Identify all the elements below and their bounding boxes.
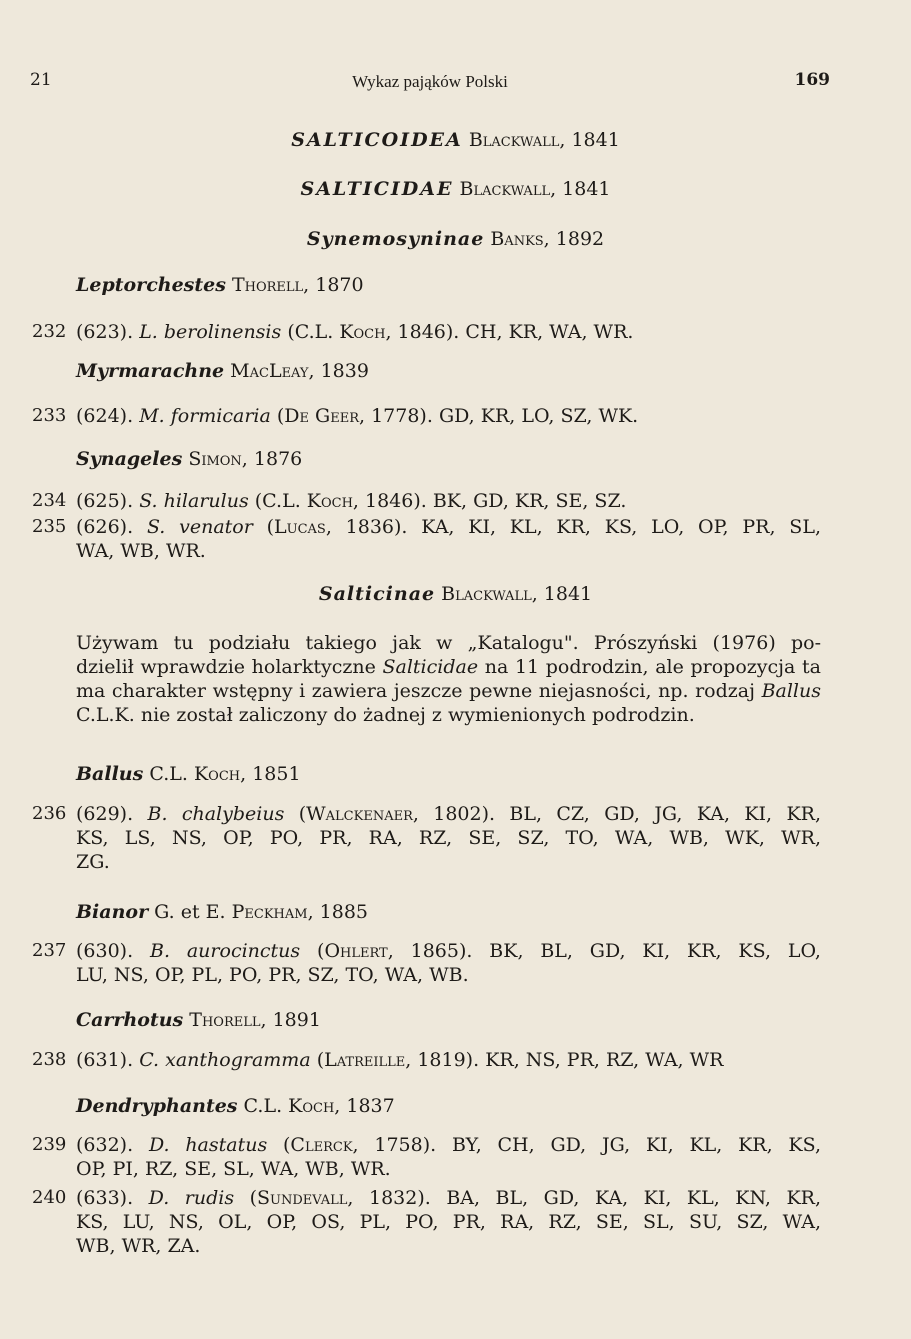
species-entry: (633). D. rudis (Sundevall, 1832). BA, BL, GD, KA, KI, KL, KN, KR, KS, LU, NS, OL, OP, OS, PL, PO, PR, RA, RZ, SE, SL, SU, SZ, WA, WB, WR, ZA.	[76, 1187, 821, 1257]
subfamily-heading: Salticinae Blackwall, 1841	[318, 583, 593, 605]
species-entry: (626). S. venator (Lucas, 1836). KA, KI, KL, KR, KS, LO, OP, PR, SL, WA, WB, WR.	[76, 516, 821, 562]
genus-heading: Dendryphantes C.L. Koch, 1837	[76, 1095, 395, 1117]
genus-heading: Myrmarachne MacLeay, 1839	[76, 360, 369, 382]
species-entry: (630). B. aurocinctus (Ohlert, 1865). BK, BL, GD, KI, KR, KS, LO, LU, NS, OP, PL, PO, PR, SZ, TO, WA, WB.	[76, 940, 821, 986]
species-entry: (623). L. berolinensis (C.L. Koch, 1846). CH, KR, WA, WR.	[76, 321, 634, 343]
superfamily-heading: SALTICOIDEA Blackwall, 1841	[291, 129, 620, 151]
genus-heading: Carrhotus Thorell, 1891	[76, 1009, 321, 1031]
species-entry: (624). M. formicaria (De Geer, 1778). GD, KR, LO, SZ, WK.	[76, 405, 639, 427]
page-number-left: 21	[30, 70, 52, 90]
entry-number: 240	[32, 1187, 67, 1208]
genus-heading: Bianor G. et E. Peckham, 1885	[76, 901, 368, 923]
entry-number: 239	[32, 1134, 67, 1155]
entry-number: 235	[32, 516, 67, 537]
genus-heading: Leptorchestes Thorell, 1870	[76, 274, 364, 296]
species-entry: (631). C. xanthogramma (Latreille, 1819). KR, NS, PR, RZ, WA, WR	[76, 1049, 724, 1071]
page-header	[30, 70, 830, 100]
entry-number: 237	[32, 940, 67, 961]
species-entry: (629). B. chalybeius (Walckenaer, 1802). BL, CZ, GD, JG, KA, KI, KR, KS, LS, NS, OP, PO, PR, RA, RZ, SE, SZ, TO, WA, WB, WK, WR, ZG.	[76, 803, 821, 873]
family-heading: SALTICIDAE Blackwall, 1841	[300, 178, 611, 200]
genus-heading: Ballus C.L. Koch, 1851	[76, 763, 301, 785]
entry-number: 234	[32, 490, 67, 511]
entry-number: 232	[32, 321, 67, 342]
genus-heading: Synageles Simon, 1876	[76, 448, 303, 470]
page-number-right: 169	[794, 70, 830, 90]
intro-paragraph: Używam tu podziału takiego jak w „Katalogu". Prószyński (1976) po- dzielił wprawdzie holarktyczne Salticidae na 11 podrodzin, ale propozycja ta ma charakter wstępny i zawiera jeszcze pewne niejasności, np. rodzaj Ballus C.L.K. nie został zaliczony do żadnej z wymienionych podrodzin.	[76, 632, 821, 726]
entry-number: 236	[32, 803, 67, 824]
entry-number: 238	[32, 1049, 67, 1070]
species-entry: (625). S. hilarulus (C.L. Koch, 1846). BK, GD, KR, SE, SZ.	[76, 490, 627, 512]
species-entry: (632). D. hastatus (Clerck, 1758). BY, CH, GD, JG, KI, KL, KR, KS, OP, PI, RZ, SE, SL, WA, WB, WR.	[76, 1134, 822, 1180]
entry-number: 233	[32, 405, 67, 426]
subfamily-heading: Synemosyninae Banks, 1892	[306, 228, 605, 250]
running-title: Wykaz pająków Polski	[352, 72, 508, 91]
